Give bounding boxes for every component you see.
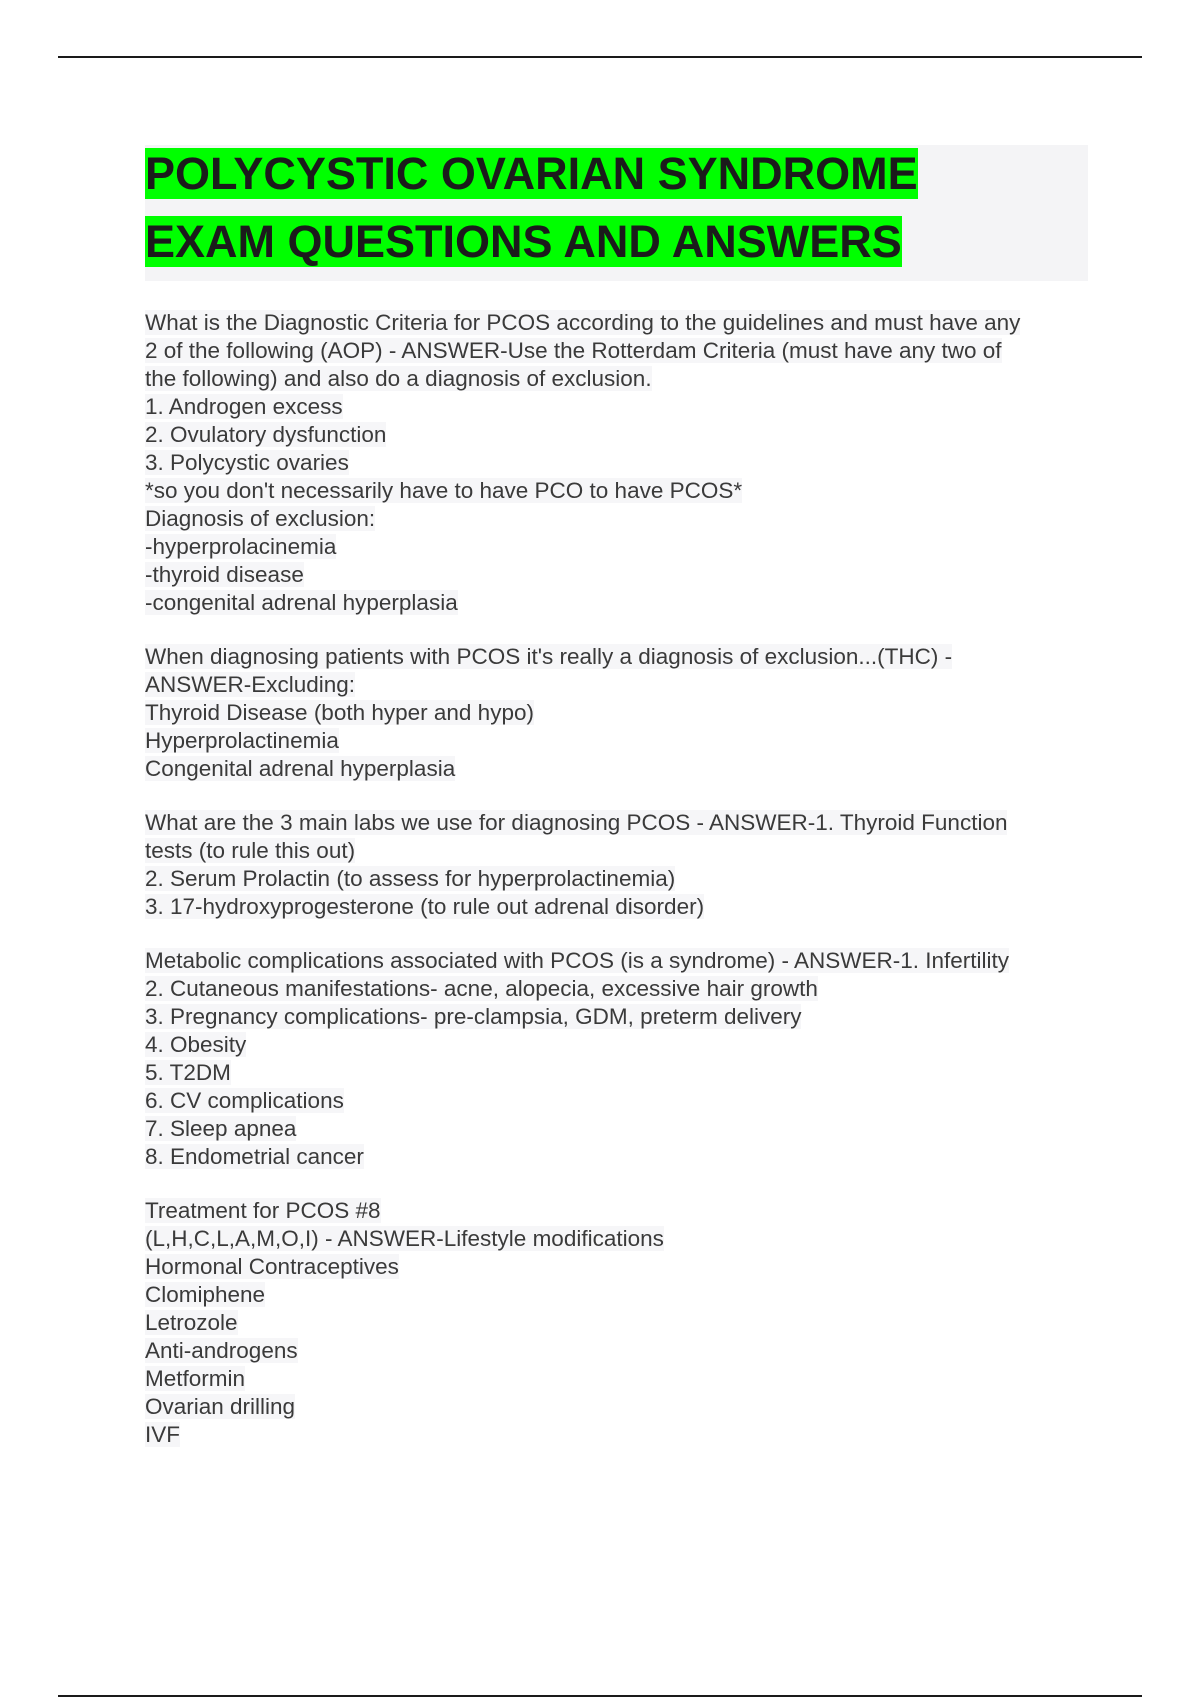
page-top-rule — [58, 56, 1142, 58]
qa-block-3 — [145, 809, 1088, 921]
qa-line: 2. Cutaneous manifestations- acne, alopecia, excessive hair growth — [145, 976, 818, 1001]
qa-block-5 — [145, 1197, 1088, 1449]
qa-line: tests (to rule this out) — [145, 838, 356, 863]
qa-line: 1. Androgen excess — [145, 394, 343, 419]
qa-line: -congenital adrenal hyperplasia — [145, 590, 458, 615]
qa-line: Clomiphene — [145, 1282, 266, 1307]
page-bottom-rule — [58, 1695, 1142, 1697]
qa-block-4 — [145, 947, 1088, 1171]
qa-line: 2 of the following (AOP) - ANSWER-Use the Rotterdam Criteria (must have any two of — [145, 338, 1002, 363]
document-body — [145, 145, 1088, 1475]
qa-line: Thyroid Disease (both hyper and hypo) — [145, 700, 534, 725]
qa-line: ANSWER-Excluding: — [145, 672, 356, 697]
qa-line: Letrozole — [145, 1310, 238, 1335]
qa-line: Congenital adrenal hyperplasia — [145, 756, 456, 781]
qa-line: IVF — [145, 1422, 181, 1447]
qa-line: Treatment for PCOS #8 — [145, 1198, 381, 1223]
qa-line: What is the Diagnostic Criteria for PCOS according to the guidelines and must have any — [145, 310, 1021, 335]
qa-line: Diagnosis of exclusion: — [145, 506, 376, 531]
qa-line: 7. Sleep apnea — [145, 1116, 297, 1141]
qa-line: 8. Endometrial cancer — [145, 1144, 364, 1169]
qa-line: 2. Ovulatory dysfunction — [145, 422, 387, 447]
qa-line: (L,H,C,L,A,M,O,I) - ANSWER-Lifestyle modifications — [145, 1226, 664, 1251]
qa-line: When diagnosing patients with PCOS it's really a diagnosis of exclusion...(THC) - — [145, 644, 953, 669]
qa-line: Hyperprolactinemia — [145, 728, 339, 753]
qa-block-1 — [145, 309, 1088, 617]
qa-line: 3. Polycystic ovaries — [145, 450, 349, 475]
qa-line: -hyperprolacinemia — [145, 534, 337, 559]
qa-line: 4. Obesity — [145, 1032, 247, 1057]
qa-line: -thyroid disease — [145, 562, 304, 587]
qa-block-2 — [145, 643, 1088, 783]
qa-line: 5. T2DM — [145, 1060, 231, 1085]
title-line-2: EXAM QUESTIONS AND ANSWERS — [145, 216, 902, 267]
qa-line: Metabolic complications associated with PCOS (is a syndrome) - ANSWER-1. Infertility — [145, 948, 1010, 973]
qa-line: 2. Serum Prolactin (to assess for hyperprolactinemia) — [145, 866, 676, 891]
qa-line: Ovarian drilling — [145, 1394, 296, 1419]
document-title — [145, 145, 1088, 281]
qa-line: Metformin — [145, 1366, 246, 1391]
qa-line: 3. 17-hydroxyprogesterone (to rule out adrenal disorder) — [145, 894, 705, 919]
qa-line: Hormonal Contraceptives — [145, 1254, 399, 1279]
qa-line: Anti-androgens — [145, 1338, 298, 1363]
title-line-1: POLYCYSTIC OVARIAN SYNDROME — [145, 148, 918, 199]
qa-line: *so you don't necessarily have to have PCO to have PCOS* — [145, 478, 743, 503]
qa-line: 6. CV complications — [145, 1088, 344, 1113]
qa-line: 3. Pregnancy complications- pre-clampsia, GDM, preterm delivery — [145, 1004, 802, 1029]
qa-line: What are the 3 main labs we use for diagnosing PCOS - ANSWER-1. Thyroid Function — [145, 810, 1008, 835]
qa-line: the following) and also do a diagnosis of exclusion. — [145, 366, 652, 391]
